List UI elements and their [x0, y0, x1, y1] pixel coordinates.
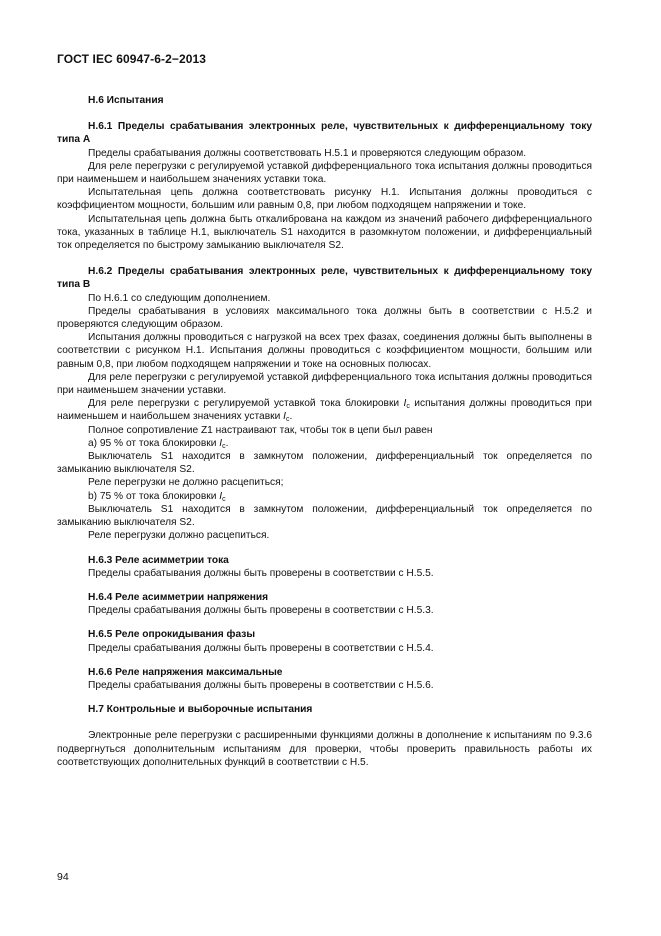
section-heading-h66: Н.6.6 Реле напряжения максимальные: [88, 666, 283, 678]
paragraph: Пределы срабатывания должны быть проверены в соответствии с Н.5.5.: [88, 567, 434, 579]
paragraph: Испытательная цепь должна быть откалибрована на каждом из значений рабочего дифференциального тока, указанных в таблице Н.1, выключатель S1 находится в разомкнутом положении, и дифференциальный ток определяется по быстрому замыканию выключателя S2.: [57, 213, 592, 252]
text-span: .: [225, 437, 229, 449]
paragraph: По Н.6.1 со следующим дополнением.: [88, 292, 271, 304]
document-body: [57, 94, 592, 769]
current-symbol: I: [219, 490, 223, 502]
paragraph: Реле перегрузки должно расцепиться.: [88, 530, 270, 542]
current-subscript: c: [222, 495, 226, 503]
paragraph: Испытательная цепь должна соответствовать рисунку Н.1. Испытания должны проводиться с коэффициентом мощности, большим или равным 0,8, при любом подходящем напряжении и токе.: [57, 187, 592, 212]
text-span: .: [289, 411, 293, 423]
current-subscript: c: [285, 416, 290, 424]
list-item-a: [57, 437, 592, 450]
section-heading-h63: Н.6.3 Реле асимметрии тока: [88, 554, 229, 566]
paragraph: Электронные реле перегрузки с расширенными функциями должны в дополнение к испытаниям по 9.3.6 подвергнуться дополнительным испытаниям для проверки, чтобы проверить правильность работы их соответствующих дополнительных функций в соответствии с Н.5.: [57, 730, 592, 768]
current-symbol: I: [219, 437, 223, 449]
paragraph: Для реле перегрузки с регулируемой уставкой дифференциального тока испытания должны проводиться при наименьшем и наибольшем значениях уставки тока.: [57, 160, 592, 186]
current-subscript: c: [222, 442, 226, 450]
current-subscript: c: [406, 403, 410, 411]
paragraph: [57, 397, 592, 423]
section-heading-h62: Н.6.2 Пределы срабатывания электронных реле, чувствительных к дифференциальному току типа В: [57, 266, 592, 291]
paragraph: Выключатель S1 находится в замкнутом положении, дифференциальный ток определяется по замыканию выключателя S2.: [57, 503, 592, 529]
paragraph: Испытания должны проводиться с нагрузкой на всех трех фазах, соединения должны быть выполнены в соответствии с рисунком Н.1. Испытания должны проводиться с коэффициентом мощности, большим или равным 0,8, при любом подходящем напряжении и токе на основных полюсах.: [57, 332, 592, 370]
paragraph: Пределы срабатывания должны соответствовать Н.5.1 и проверяются следующим образом.: [88, 147, 527, 159]
text-span: b) 75 % от тока блокировки: [88, 490, 220, 502]
section-heading-h7: Н.7 Контрольные и выборочные испытания: [88, 704, 313, 716]
paragraph: Реле перегрузки не должно расцепиться;: [88, 477, 284, 489]
paragraph: Пределы срабатывания должны быть проверены в соответствии с Н.5.6.: [88, 679, 434, 691]
paragraph: Пределы срабатывания в условиях максимального тока должны быть в соответствии с Н.5.2 и проверяются следующим образом.: [57, 305, 592, 331]
page-number: 94: [57, 871, 69, 883]
current-symbol: I: [283, 411, 286, 423]
section-heading-h64: Н.6.4 Реле асимметрии напряжения: [88, 591, 269, 603]
text-span: испытания должны проводиться при наименьшем и наибольшем значениях уставки: [57, 398, 592, 423]
section-heading-h6: Н.6 Испытания: [88, 95, 164, 106]
current-symbol: I: [403, 398, 407, 410]
paragraph: Пределы срабатывания должны быть проверены в соответствии с Н.5.3.: [88, 605, 434, 617]
section-heading-h61: Н.6.1 Пределы срабатывания электронных реле, чувствительных к дифференциальному току типа А: [57, 121, 592, 146]
text-span: Для реле перегрузки с регулируемой уставкой тока блокировки: [88, 398, 404, 410]
section-heading-h65: Н.6.5 Реле опрокидывания фазы: [88, 629, 256, 641]
text-span: a) 95 % от тока блокировки: [88, 437, 220, 449]
paragraph: Полное сопротивление Z1 настраивают так, чтобы ток в цепи был равен: [88, 424, 433, 436]
paragraph: Выключатель S1 находится в замкнутом положении, дифференциальный ток определяется по замыканию выключателя S2.: [57, 451, 592, 476]
list-item-b: [57, 490, 592, 503]
paragraph: Для реле перегрузки с регулируемой уставкой дифференциального тока испытания должны проводиться при наименьшем значении уставки.: [57, 371, 592, 397]
document-code: ГОСТ IEC 60947-6-2−2013: [57, 52, 207, 66]
paragraph: Пределы срабатывания должны быть проверены в соответствии с Н.5.4.: [88, 642, 434, 654]
